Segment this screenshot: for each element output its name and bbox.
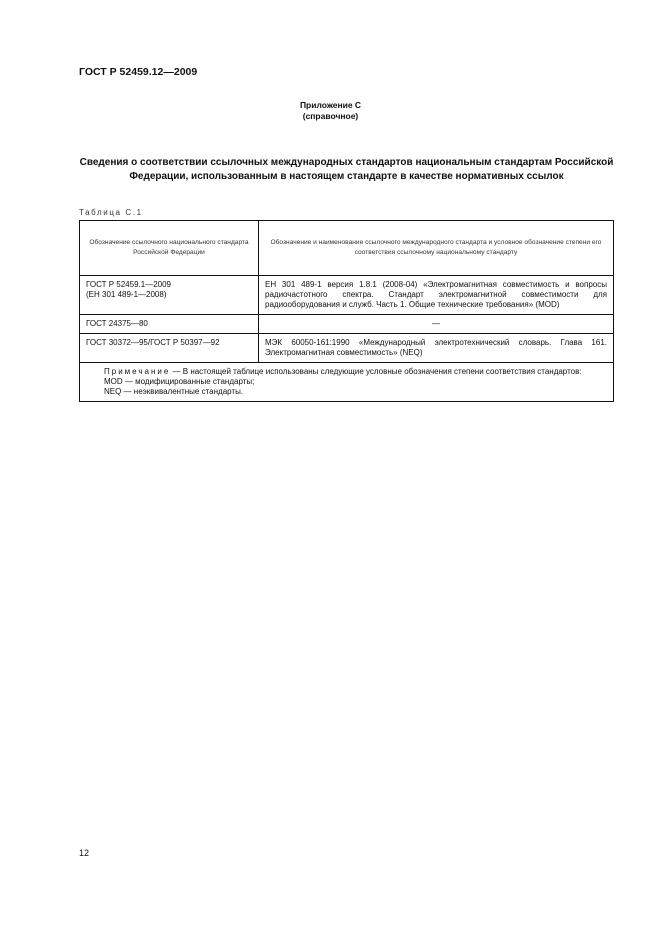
table-header-row [80, 221, 614, 276]
table-row [80, 334, 614, 363]
cell-national [80, 276, 259, 315]
page-number: 12 [79, 848, 90, 858]
table-row [80, 315, 614, 334]
table-note-row [80, 363, 614, 402]
appendix-subtitle: (справочное) [302, 111, 359, 121]
cell-national: ГОСТ 24375—80 [80, 315, 259, 334]
note-body: — В настоящей таблице использованы следующие условные обозначения степени соответствия стандартов: [170, 367, 582, 376]
cell-national: ГОСТ 30372—95/ГОСТ Р 50397—92 [80, 334, 259, 363]
note-item: MOD — модифицированные стандарты; [104, 377, 255, 386]
appendix-title: Приложение С [299, 100, 362, 110]
note-text [86, 367, 607, 377]
appendix-heading [0, 100, 661, 122]
section-title: Сведения о соответствии ссылочных международных стандартов национальным стандартам Российской Федерации, использованным в настоящем стандарте в качестве нормативных ссылок [79, 157, 614, 182]
cell-international: ЕН 301 489-1 версия 1.8.1 (2008-04) «Электромагнитная совместимость и вопросы радиочастотного спектра. Стандарт электромагнитной совместимости для радиооборудования и служб. Часть 1. Общие технические требования» (MOD) [259, 276, 614, 315]
table-label: Таблица С.1 [79, 208, 143, 217]
table-note [80, 363, 614, 402]
national-standard-equivalent: (ЕН 301 489-1—2008) [86, 290, 167, 299]
cell-international: МЭК 60050-161:1990 «Международный электротехнический словарь. Глава 161. Электромагнитная совместимость» (NEQ) [259, 334, 614, 363]
header-international: Обозначение и наименование ссылочного международного стандарта и условное обозначение степени его соответствия ссылочному национальному стандарту [259, 221, 614, 276]
note-item: NEQ — неэквивалентные стандарты. [104, 387, 244, 396]
header-national: Обозначение ссылочного национального стандарта Российской Федерации [80, 221, 259, 276]
cell-international: — [259, 315, 614, 334]
national-standard: ГОСТ Р 52459.1—2009 [86, 280, 171, 289]
document-code: ГОСТ Р 52459.12—2009 [79, 66, 198, 78]
note-label: Примечание [104, 367, 171, 376]
reference-standards-table [79, 220, 614, 402]
table-row [80, 276, 614, 315]
